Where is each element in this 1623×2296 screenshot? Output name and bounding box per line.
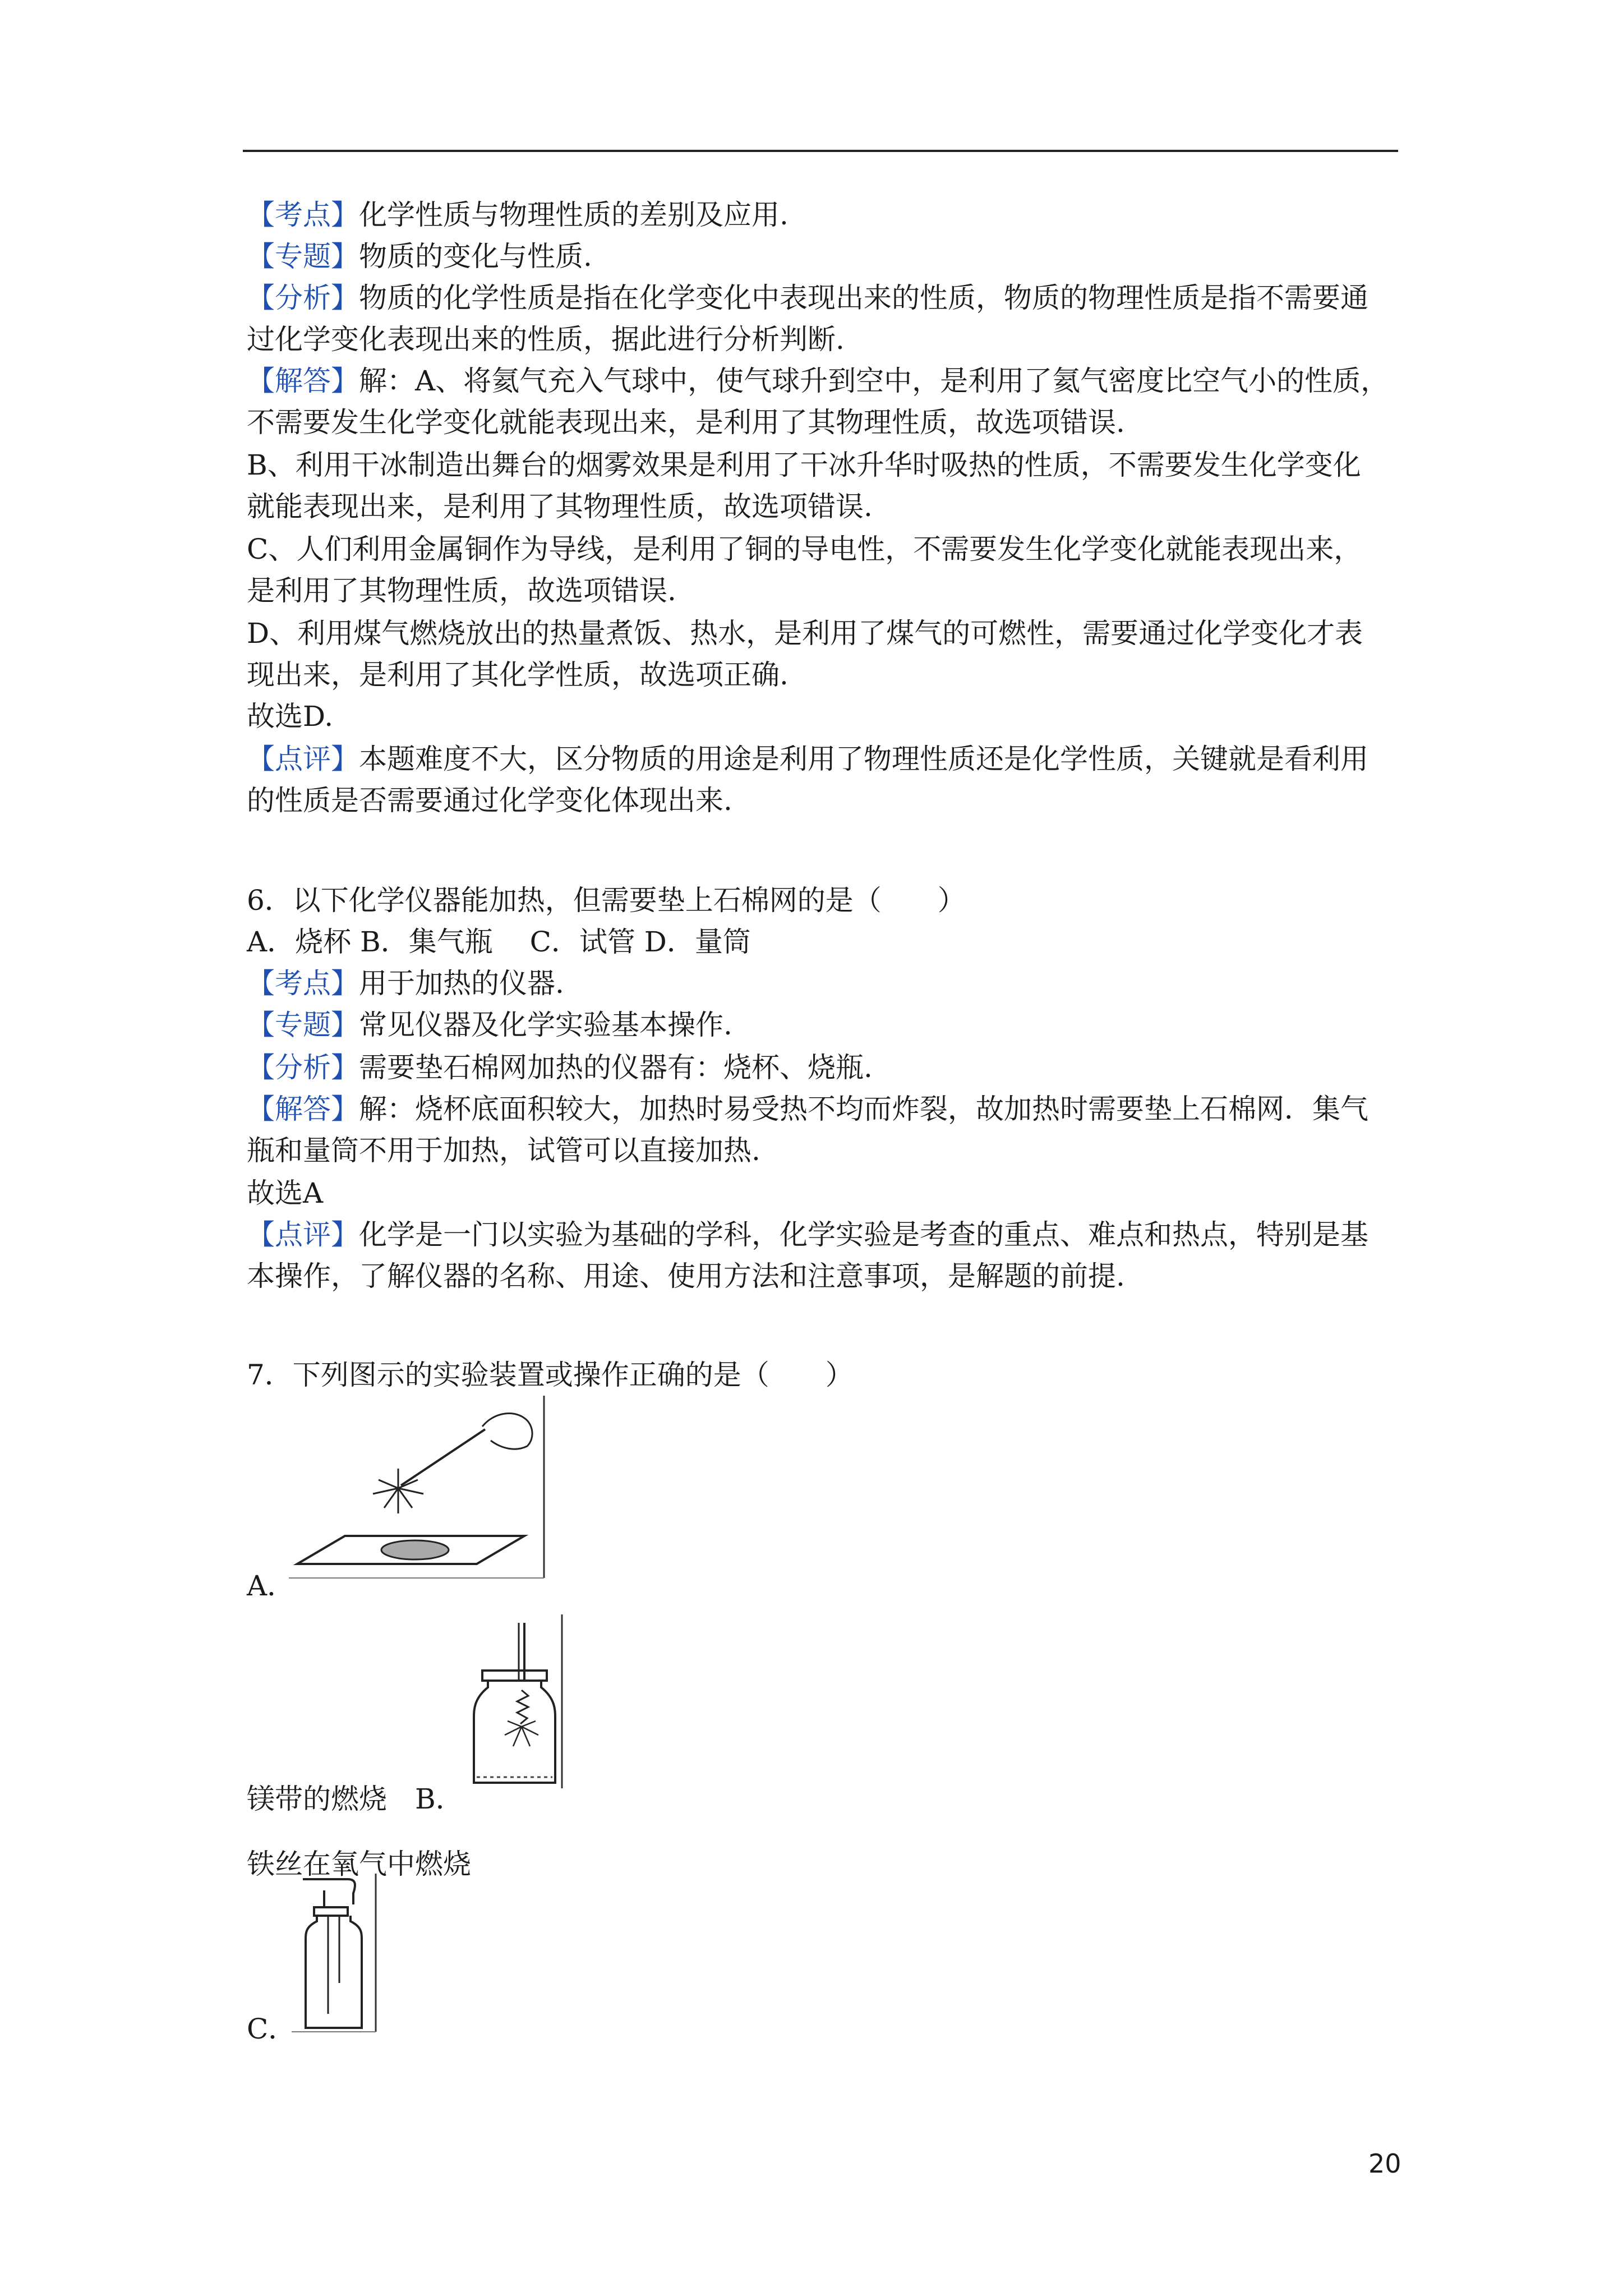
jieda-text-line: C、人们利用金属铜作为导线，是利用了铜的导电性，不需要发生化学变化就能表现出来，	[247, 533, 1362, 565]
dianping-text-line: 本操作，了解仪器的名称、用途、使用方法和注意事项，是解题的前提.	[247, 1260, 1125, 1292]
page-number: 20	[1368, 2148, 1401, 2179]
zhuanti-text: 物质的变化与性质.	[359, 240, 592, 273]
iron-wire-bottle-illustration	[465, 1614, 566, 1791]
q7-question: 7．下列图示的实验装置或操作正确的是（ ）	[247, 1359, 854, 1391]
q5-dianping	[247, 745, 1368, 773]
q5-kaodian	[247, 201, 789, 229]
dianping-tag: 【点评】	[247, 743, 359, 775]
q7-option-b-label: B．	[415, 1783, 464, 1815]
fenxi-text-cont: 过化学变化表现出来的性质，据此进行分析判断.	[247, 323, 845, 356]
fenxi-text: 需要垫石棉网加热的仪器有：烧杯、烧瓶.	[359, 1051, 873, 1084]
jieda-text-line: 不需要发生化学变化就能表现出来，是利用了其物理性质，故选项错误.	[247, 406, 1125, 439]
gas-bottle-illustration	[292, 1874, 381, 2033]
kaodian-tag: 【考点】	[247, 967, 359, 1000]
jieda-choice: 故选A	[247, 1177, 324, 1209]
jieda-choice: 故选D.	[247, 700, 334, 733]
figure-magnesium-burning	[289, 1396, 552, 1583]
dianping-text: 本题难度不大，区分物质的用途是利用了物理性质还是化学性质，关键就是看利用	[359, 743, 1368, 775]
q6-jieda	[247, 1095, 1368, 1123]
kaodian-text: 用于加热的仪器.	[359, 967, 564, 1000]
q5-jieda	[247, 367, 1389, 395]
jieda-text-line: B、利用干冰制造出舞台的烟雾效果是利用了干冰升华时吸热的性质，不需要发生化学变化	[247, 449, 1361, 481]
q7-option-c-label: C．	[247, 2013, 297, 2045]
q6-dianping	[247, 1218, 1368, 1251]
jieda-tag: 【解答】	[247, 1093, 359, 1125]
kaodian-text: 化学性质与物理性质的差别及应用.	[359, 199, 789, 231]
q6-kaodian	[247, 967, 564, 1000]
figure-gas-bottle	[292, 1874, 381, 2036]
q7-caption-b: 铁丝在氧气中燃烧	[247, 1848, 471, 1880]
fenxi-text: 物质的化学性质是指在化学变化中表现出来的性质，物质的物理性质是指不需要通	[359, 282, 1368, 314]
dianping-text: 化学是一门以实验为基础的学科，化学实验是考查的重点、难点和热点，特别是基	[359, 1218, 1368, 1251]
q6-options: A．烧杯 B．集气瓶 C．试管 D．量筒	[247, 926, 751, 958]
fenxi-tag: 【分析】	[247, 1051, 359, 1084]
kaodian-tag: 【考点】	[247, 199, 359, 231]
q5-fenxi	[247, 284, 1368, 312]
jieda-text: 解：A、将氦气充入气球中，使气球升到空中，是利用了氦气密度比空气小的性质，	[359, 365, 1389, 397]
q6-zhuanti	[247, 1011, 732, 1039]
dianping-text-line: 的性质是否需要通过化学变化体现出来.	[247, 784, 732, 817]
header-rule	[243, 150, 1398, 152]
jieda-tag: 【解答】	[247, 365, 359, 397]
jieda-text: 解：烧杯底面积较大，加热时易受热不均而炸裂，故加热时需要垫上石棉网．集气	[359, 1093, 1368, 1125]
q7-option-a-label: A．	[247, 1570, 296, 1602]
q5-zhuanti	[247, 240, 592, 273]
jieda-text-line: D、利用煤气燃烧放出的热量煮饭、热水，是利用了煤气的可燃性，需要通过化学变化才表	[247, 617, 1363, 650]
dianping-tag: 【点评】	[247, 1218, 359, 1251]
fenxi-tag: 【分析】	[247, 282, 359, 314]
jieda-text-line: 就能表现出来，是利用了其物理性质，故选项错误.	[247, 490, 873, 523]
q7-caption-a: 镁带的燃烧	[247, 1783, 387, 1815]
zhuanti-text: 常见仪器及化学实验基本操作.	[359, 1009, 732, 1041]
q6-fenxi	[247, 1053, 873, 1082]
jieda-text-line: 现出来，是利用了其化学性质，故选项正确.	[247, 659, 789, 691]
jieda-text-line: 是利用了其物理性质，故选项错误.	[247, 574, 676, 607]
zhuanti-tag: 【专题】	[247, 1009, 359, 1041]
q7-caption-a-row	[247, 1785, 464, 1813]
magnesium-burning-illustration	[289, 1396, 552, 1581]
jieda-text-line: 瓶和量筒不用于加热，试管可以直接加热.	[247, 1134, 760, 1167]
q6-question: 6．以下化学仪器能加热，但需要垫上石棉网的是（ ）	[247, 884, 966, 917]
zhuanti-tag: 【专题】	[247, 240, 359, 273]
figure-iron-wire-burning	[465, 1614, 566, 1793]
